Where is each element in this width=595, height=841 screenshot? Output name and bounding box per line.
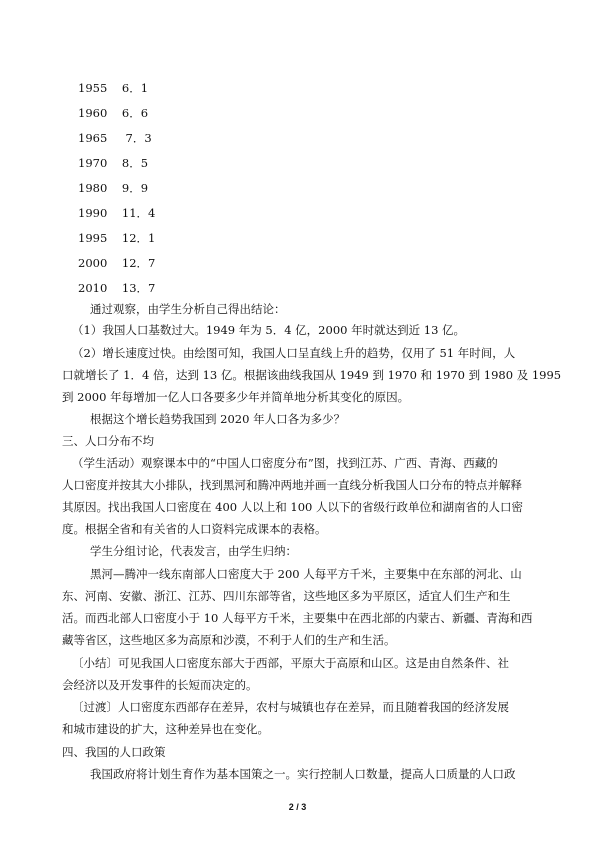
year-cell: 1980 bbox=[78, 181, 108, 195]
activity-line-2: 人口密度并按其大小排队，找到黑河和腾冲两地并画一直线分析我国人口分布的特点并解释 bbox=[62, 478, 522, 492]
year-cell: 2010 bbox=[78, 281, 108, 295]
year-cell: 1970 bbox=[78, 156, 108, 170]
table-row bbox=[78, 281, 155, 295]
transition-line-2: 和城市建设的扩大，这种差异也在变化。 bbox=[62, 722, 269, 736]
year-cell: 1995 bbox=[78, 231, 108, 245]
table-row bbox=[78, 131, 152, 145]
table-row bbox=[78, 181, 148, 195]
activity-line-4: 度。根据全省和有关省的人口资料完成课本的表格。 bbox=[62, 522, 327, 536]
point-2-line-2: 口就增长了 1．4 倍，达到 13 亿。根据该曲线我国从 1949 到 1970 和 1970 到 1980 及 1995 bbox=[62, 368, 562, 382]
table-row bbox=[78, 156, 148, 170]
value-cell: 12．1 bbox=[121, 231, 156, 245]
conclusion-line-2: 东、河南、安徽、浙江、江苏、四川东部等省，这些地区多为平原区，适宜人们生产和生 bbox=[62, 589, 511, 603]
section-3-heading: 三、人口分布不均 bbox=[62, 434, 154, 448]
year-cell: 2000 bbox=[78, 256, 108, 270]
point-1: （1）我国人口基数过大。1949 年为 5．4 亿，2000 年时就达到近 13 亿。 bbox=[72, 323, 466, 337]
year-cell: 1965 bbox=[78, 131, 108, 145]
summary-line-2: 会经济以及开发事件的长短而决定的。 bbox=[62, 678, 258, 692]
year-cell: 1955 bbox=[78, 81, 108, 95]
page-number: 2 / 3 bbox=[288, 802, 307, 812]
value-cell: 11．4 bbox=[121, 206, 156, 220]
section-4-heading: 四、我国的人口政策 bbox=[62, 745, 166, 759]
table-row bbox=[78, 231, 155, 245]
value-cell: 12．7 bbox=[121, 256, 156, 270]
table-row bbox=[78, 206, 155, 220]
value-cell: 7．3 bbox=[121, 131, 152, 145]
year-cell: 1990 bbox=[78, 206, 108, 220]
conclusion-line-4: 藏等省区，这些地区多为高原和沙漠，不利于人们的生产和生活。 bbox=[62, 633, 396, 647]
year-cell: 1960 bbox=[78, 106, 108, 120]
transition-line-1: 〔过渡〕人口密度东西部存在差异，农村与城镇也存在差异，而且随着我国的经济发展 bbox=[72, 700, 509, 714]
observe-intro: 通过观察，由学生分析自己得出结论： bbox=[90, 302, 286, 316]
table-row bbox=[78, 106, 148, 120]
conclusion-line-1: 黑河—腾冲一线东南部人口密度大于 200 人每平方千米，主要集中在东部的河北、山 bbox=[90, 567, 522, 581]
summary-line-1: 〔小结〕可见我国人口密度东部大于西部，平原大于高原和山区。这是由自然条件、社 bbox=[72, 656, 509, 670]
table-row bbox=[78, 256, 155, 270]
value-cell: 6．1 bbox=[121, 81, 149, 95]
policy-line-1: 我国政府将计划生育作为基本国策之一。实行控制人口数量，提高人口质量的人口政 bbox=[90, 767, 516, 781]
value-cell: 9．9 bbox=[121, 181, 149, 195]
discussion-intro: 学生分组讨论，代表发言，由学生归纳： bbox=[90, 544, 297, 558]
table-row bbox=[78, 81, 148, 95]
question: 根据这个增长趋势我国到 2020 年人口各为多少？ bbox=[90, 412, 346, 426]
point-2-line-1: （2）增长速度过快。由绘图可知，我国人口呈直线上升的趋势，仅用了 51 年时间，人 bbox=[72, 346, 516, 360]
value-cell: 13．7 bbox=[121, 281, 156, 295]
point-2-line-3: 到 2000 年每增加一亿人口各要多少年并简单地分析其变化的原因。 bbox=[62, 390, 410, 404]
value-cell: 8．5 bbox=[121, 156, 149, 170]
activity-line-1: （学生活动）观察课本中的“中国人口密度分布”图，找到江苏、广西、青海、西藏的 bbox=[72, 456, 498, 470]
conclusion-line-3: 活。而西北部人口密度小于 10 人每平方千米，主要集中在西北部的内蒙古、新疆、青海和西 bbox=[62, 611, 533, 625]
value-cell: 6．6 bbox=[121, 106, 149, 120]
activity-line-3: 其原因。找出我国人口密度在 400 人以上和 100 人以下的省级行政单位和湖南省的人口密 bbox=[62, 500, 524, 514]
